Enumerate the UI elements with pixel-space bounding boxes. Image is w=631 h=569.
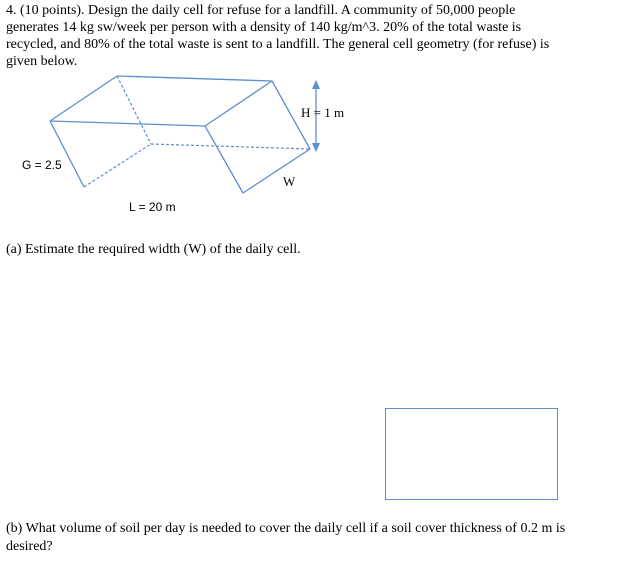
cell-geometry-svg (0, 70, 380, 230)
top-right-edge (205, 81, 272, 126)
answer-box[interactable] (385, 408, 558, 500)
width-label: W (283, 174, 296, 189)
hidden-bottom-left-edge (84, 144, 151, 187)
height-label: H = 1 m (301, 105, 345, 120)
bottom-right-edge (243, 149, 310, 193)
left-slope-edge (50, 121, 84, 187)
front-slope-edge (205, 126, 243, 193)
hidden-back-slope-edge (117, 76, 151, 144)
problem-statement: 4. (10 points). Design the daily cell for refuse for a landfill. A community of 50,000 people generates 14 kg sw/week per person with a density of 140 kg/m^3. 20% of the total waste is recycled, and 80% of the total waste is sent to a landfill. The general cell geometry (for refuse) is given below. (6, 3, 550, 69)
length-label: L = 20 m (129, 200, 176, 214)
top-left-edge (50, 76, 117, 121)
part-a-question: (a) Estimate the required width (W) of the daily cell. (6, 242, 301, 257)
g-label: G = 2.5 (22, 158, 62, 172)
hidden-bottom-back-edge (151, 144, 310, 149)
part-b-question: (b) What volume of soil per day is needed to cover the daily cell if a soil cover thickness of 0.2 m is desired? (6, 521, 566, 554)
cell-geometry-diagram (0, 70, 380, 230)
top-front-edge (50, 121, 205, 126)
height-arrow-down-head (312, 143, 320, 152)
top-back-edge (117, 76, 272, 81)
height-arrow-up-head (312, 80, 320, 89)
